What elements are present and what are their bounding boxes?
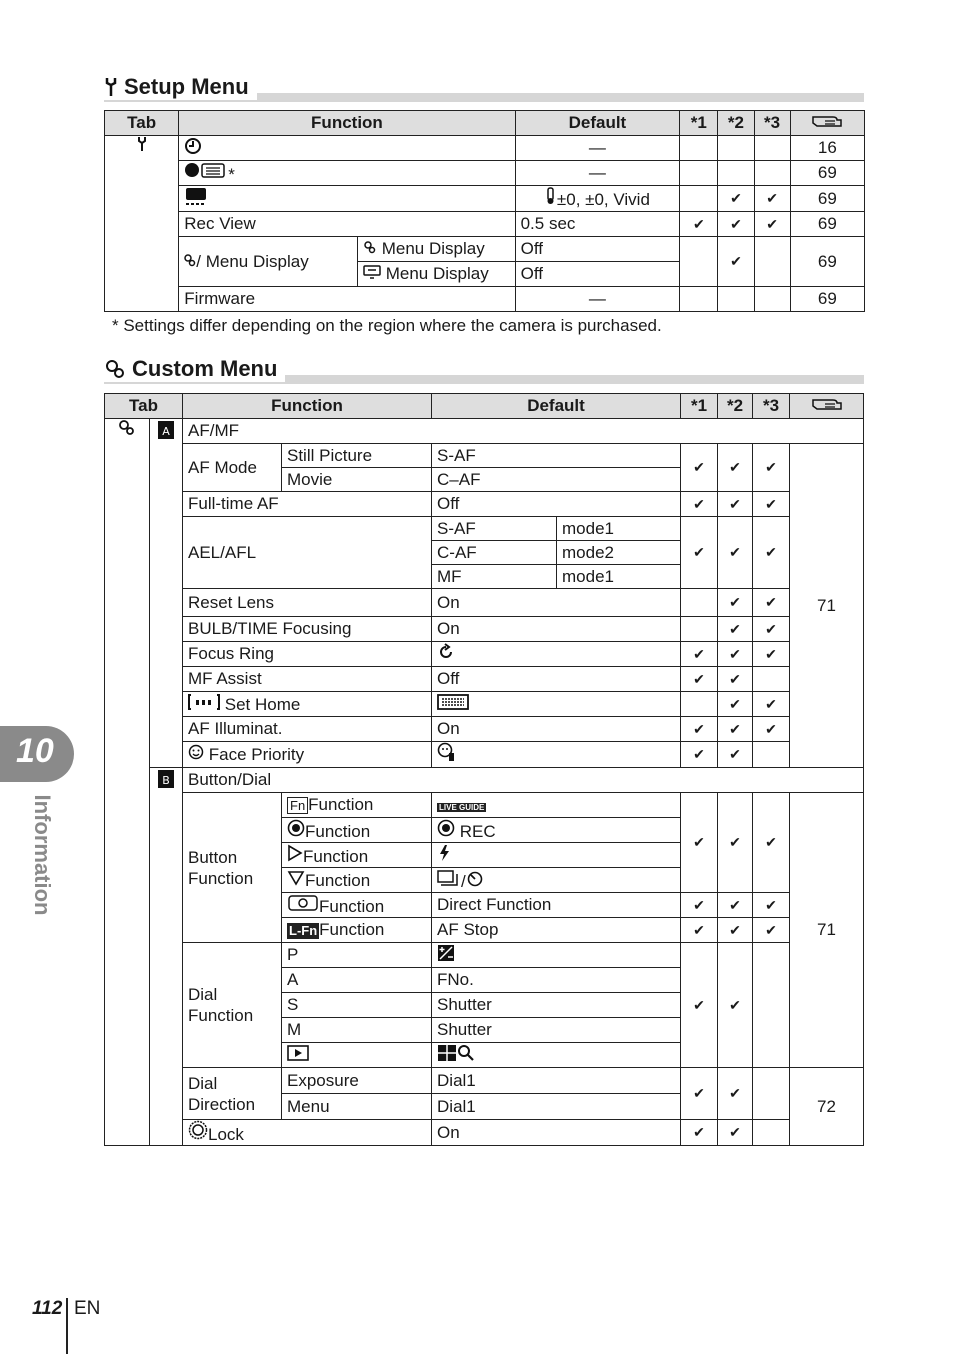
check-mark: ✔ xyxy=(718,667,753,692)
check-mark: ✔ xyxy=(718,918,753,943)
sequential-shooting-icon xyxy=(437,869,461,887)
flash-icon xyxy=(437,844,451,862)
sub-label: Function xyxy=(308,795,374,814)
ael-afl-label: AEL/AFL xyxy=(183,517,432,589)
dial-function-label: Dial Function xyxy=(183,943,282,1068)
lock-label xyxy=(183,1120,432,1146)
sub-label: S-AF xyxy=(432,517,557,541)
playback-icon xyxy=(287,1044,309,1062)
default-value: REC xyxy=(459,821,496,841)
page-number: 112 xyxy=(32,1298,63,1319)
custom-menu-heading xyxy=(104,354,864,384)
page-ref: 16 xyxy=(790,136,864,161)
p-default xyxy=(432,943,681,968)
sub-label: Function xyxy=(303,846,369,866)
sub-label: Menu xyxy=(282,1094,432,1120)
preview-function xyxy=(282,893,432,918)
monitor-default-text: ±0, ±0, Vivid xyxy=(556,190,650,209)
gears-icon xyxy=(104,358,126,380)
default-value: S-AF xyxy=(432,444,681,468)
fulltime-af-label: Full-time AF xyxy=(183,492,432,517)
check-mark: ✔ xyxy=(753,492,790,517)
setup-table xyxy=(104,110,865,312)
check-mark: ✔ xyxy=(681,793,718,893)
fn-default xyxy=(432,793,681,818)
sub-label: Still Picture xyxy=(282,444,432,468)
default-value: Off xyxy=(432,492,681,517)
chapter-label xyxy=(20,792,60,942)
set-home-text: Set Home xyxy=(224,694,301,714)
check-mark: ✔ xyxy=(681,492,718,517)
page-ref: 71 xyxy=(790,444,864,768)
gears-icon xyxy=(184,253,196,267)
face-priority-text: Face Priority xyxy=(208,745,305,764)
default-value: On xyxy=(432,1120,681,1146)
language-setting xyxy=(179,161,515,186)
check-mark: ✔ xyxy=(718,492,753,517)
playback-mode xyxy=(282,1043,432,1068)
check-mark: ✔ xyxy=(681,943,718,1068)
default-value: Dial1 xyxy=(432,1094,681,1120)
section-b-title: Button/Dial xyxy=(183,768,864,793)
fn-function xyxy=(282,793,432,818)
section-b-icon xyxy=(158,770,174,788)
default-value: — xyxy=(515,287,680,312)
custom-menu-display-text: Menu Display xyxy=(381,239,485,258)
check-mark: ✔ xyxy=(753,642,790,667)
live-guide-icon: LIVE GUIDE xyxy=(439,803,485,812)
chapter-label-text: Information xyxy=(30,794,55,916)
af-illuminator-label: AF Illuminat. xyxy=(183,717,432,742)
page-ref: 72 xyxy=(790,1068,864,1146)
right-arrow-icon xyxy=(287,844,303,862)
svg-text:B: B xyxy=(162,774,170,787)
setup-menu-heading xyxy=(104,72,864,102)
check-mark: ✔ xyxy=(753,893,790,918)
sub-label: S xyxy=(282,993,432,1018)
sub-label: Function xyxy=(319,896,385,916)
custom-table xyxy=(104,393,864,1146)
setup-menu-title: Setup Menu xyxy=(124,74,249,99)
page-ref: 71 xyxy=(790,793,864,1068)
check-mark: ✔ xyxy=(718,589,753,617)
af-mode-label: AF Mode xyxy=(183,444,282,492)
check-mark: ✔ xyxy=(718,1068,753,1120)
check-mark: ✔ xyxy=(681,717,718,742)
check-mark: ✔ xyxy=(718,793,753,893)
sub-label: P xyxy=(282,943,432,968)
default-value: mode1 xyxy=(557,517,681,541)
myset-menu-display xyxy=(357,262,515,287)
pointing-hand-icon xyxy=(811,396,843,412)
default-value: Shutter xyxy=(432,993,681,1018)
rec-view-default: 0.5 sec xyxy=(515,212,680,237)
check-mark: ✔ xyxy=(680,212,718,237)
check-mark: ✔ xyxy=(681,1068,718,1120)
header-function: Function xyxy=(179,111,515,136)
language-code: EN xyxy=(74,1298,101,1319)
self-timer-icon xyxy=(466,869,484,887)
custom-menu-title: Custom Menu xyxy=(132,356,278,381)
rec-function xyxy=(282,818,432,843)
check-mark: ✔ xyxy=(718,444,753,492)
check-mark: ✔ xyxy=(681,444,718,492)
section-b-tab xyxy=(150,768,183,1146)
default-value: On xyxy=(432,617,681,642)
header-c3: *3 xyxy=(754,111,790,136)
thermometer-icon xyxy=(545,187,557,205)
firmware-label: Firmware xyxy=(179,287,515,312)
clock-icon xyxy=(184,137,202,155)
button-function-label: Button Function xyxy=(183,793,282,943)
down-default xyxy=(432,868,681,893)
check-mark: ✔ xyxy=(718,642,753,667)
setup-tab-cell xyxy=(105,136,179,312)
default-value: Direct Function xyxy=(432,893,681,918)
sub-label: A xyxy=(282,968,432,993)
header-c3: *3 xyxy=(753,394,790,419)
all-targets-icon xyxy=(437,694,469,710)
check-mark: ✔ xyxy=(753,517,790,589)
record-button-icon xyxy=(287,819,305,837)
default-value: C–AF xyxy=(432,468,681,492)
page-ref-header xyxy=(790,111,864,136)
playback-default xyxy=(432,1043,681,1068)
af-target-icon xyxy=(188,694,220,710)
monitor-default xyxy=(515,186,680,212)
page-ref: 69 xyxy=(790,161,864,186)
pointing-hand-icon xyxy=(811,113,843,129)
right-function xyxy=(282,843,432,868)
menu-display-label xyxy=(179,237,358,287)
page-ref: 69 xyxy=(790,237,864,287)
default-value: — xyxy=(515,136,680,161)
check-mark: ✔ xyxy=(718,717,753,742)
sub-label: Function xyxy=(319,920,385,939)
face-priority-default xyxy=(432,742,681,768)
clock-setting xyxy=(179,136,515,161)
page-ref-header xyxy=(790,394,864,419)
record-button-icon xyxy=(437,819,455,837)
check-mark: ✔ xyxy=(718,893,753,918)
default-value: On xyxy=(432,717,681,742)
footnote-marker: * xyxy=(228,164,235,184)
set-home-default xyxy=(432,692,681,717)
wrench-icon xyxy=(137,136,147,152)
check-mark: ✔ xyxy=(718,517,753,589)
rec-default xyxy=(432,818,681,843)
language-icon xyxy=(184,162,228,180)
header-c1: *1 xyxy=(681,394,718,419)
exposure-comp-icon xyxy=(437,944,455,962)
default-value: — xyxy=(515,161,680,186)
check-mark: ✔ xyxy=(681,918,718,943)
check-mark: ✔ xyxy=(753,793,790,893)
gears-icon xyxy=(363,240,377,254)
default-value: On xyxy=(432,589,681,617)
page-ref: 69 xyxy=(790,212,864,237)
mode-dial-icon xyxy=(188,1120,208,1140)
custom-menu-display xyxy=(357,237,515,262)
monitor-adjust-setting xyxy=(179,186,515,212)
sub-label: Movie xyxy=(282,468,432,492)
reset-lens-label: Reset Lens xyxy=(183,589,432,617)
lfn-function xyxy=(282,918,432,943)
section-a-title: AF/MF xyxy=(183,419,864,444)
default-value: AF Stop xyxy=(432,918,681,943)
gears-icon xyxy=(118,419,136,437)
default-value: mode2 xyxy=(557,541,681,565)
monitor-adjust-icon xyxy=(184,186,208,206)
sub-label: MF xyxy=(432,565,557,589)
focus-ring-label: Focus Ring xyxy=(183,642,432,667)
header-c2: *2 xyxy=(718,111,754,136)
header-c2: *2 xyxy=(718,394,753,419)
focus-ring-default xyxy=(432,642,681,667)
rotate-arrow-icon xyxy=(437,643,455,661)
sub-label: C-AF xyxy=(432,541,557,565)
default-value: mode1 xyxy=(557,565,681,589)
check-mark: ✔ xyxy=(718,237,754,287)
check-mark: ✔ xyxy=(681,642,718,667)
check-mark: ✔ xyxy=(718,943,753,1068)
rec-view-label: Rec View xyxy=(179,212,515,237)
header-default: Default xyxy=(432,394,681,419)
face-icon xyxy=(188,744,204,760)
preview-button-icon xyxy=(287,894,319,912)
default-value: / xyxy=(461,871,466,891)
wrench-icon xyxy=(104,77,118,97)
header-default: Default xyxy=(515,111,680,136)
check-mark: ✔ xyxy=(681,742,718,768)
face-priority-label xyxy=(183,742,432,768)
lock-text: Lock xyxy=(208,1125,244,1144)
page-ref: 69 xyxy=(790,186,864,212)
sub-label: Function xyxy=(305,870,371,890)
check-mark: ✔ xyxy=(718,692,753,717)
check-mark: ✔ xyxy=(753,589,790,617)
set-home-label xyxy=(183,692,432,717)
section-a-tab xyxy=(150,419,183,768)
check-mark: ✔ xyxy=(753,717,790,742)
down-function xyxy=(282,868,432,893)
face-eye-icon xyxy=(437,742,459,762)
sub-label: Function xyxy=(305,821,371,841)
check-mark: ✔ xyxy=(753,918,790,943)
page-footer xyxy=(32,1298,101,1320)
chapter-number: 10 xyxy=(16,732,54,770)
header-c1: *1 xyxy=(680,111,718,136)
check-mark: ✔ xyxy=(753,617,790,642)
check-mark: ✔ xyxy=(718,617,753,642)
header-tab: Tab xyxy=(105,394,183,419)
magnify-icon xyxy=(457,1044,475,1062)
check-mark: ✔ xyxy=(718,186,754,212)
default-value: Shutter xyxy=(432,1018,681,1043)
default-value: FNo. xyxy=(432,968,681,993)
check-mark: ✔ xyxy=(718,1120,753,1146)
screen-icon xyxy=(363,265,381,279)
down-arrow-icon xyxy=(287,870,305,886)
myset-menu-display-text: Menu Display xyxy=(385,264,489,283)
check-mark: ✔ xyxy=(754,212,790,237)
check-mark: ✔ xyxy=(753,692,790,717)
check-mark: ✔ xyxy=(681,1120,718,1146)
default-value: Dial1 xyxy=(432,1068,681,1094)
dial-direction-label: Dial Direction xyxy=(183,1068,282,1120)
header-tab: Tab xyxy=(105,111,179,136)
header-function: Function xyxy=(183,394,432,419)
menu-display-text: / Menu Display xyxy=(196,251,309,271)
check-mark: ✔ xyxy=(681,517,718,589)
footnote: * Settings differ depending on the region where the camera is purchased. xyxy=(112,316,662,335)
bulb-focusing-label: BULB/TIME Focusing xyxy=(183,617,432,642)
default-value: Off xyxy=(432,667,681,692)
index-view-icon xyxy=(437,1044,457,1062)
check-mark: ✔ xyxy=(754,186,790,212)
custom-tab-cell xyxy=(105,419,150,1146)
page-ref: 69 xyxy=(790,287,864,312)
default-value: Off xyxy=(515,262,680,287)
chapter-tab xyxy=(0,726,74,782)
sub-label: M xyxy=(282,1018,432,1043)
check-mark: ✔ xyxy=(681,667,718,692)
default-value: Off xyxy=(515,237,680,262)
svg-text:A: A xyxy=(162,425,170,438)
check-mark: ✔ xyxy=(681,893,718,918)
section-a-icon xyxy=(158,421,174,439)
fn-button-icon: Fn xyxy=(287,797,308,814)
right-default xyxy=(432,843,681,868)
mf-assist-label: MF Assist xyxy=(183,667,432,692)
sub-label: Exposure xyxy=(282,1068,432,1094)
check-mark: ✔ xyxy=(718,742,753,768)
lfn-button-icon: L-Fn xyxy=(289,923,318,938)
check-mark: ✔ xyxy=(718,212,754,237)
check-mark: ✔ xyxy=(753,444,790,492)
